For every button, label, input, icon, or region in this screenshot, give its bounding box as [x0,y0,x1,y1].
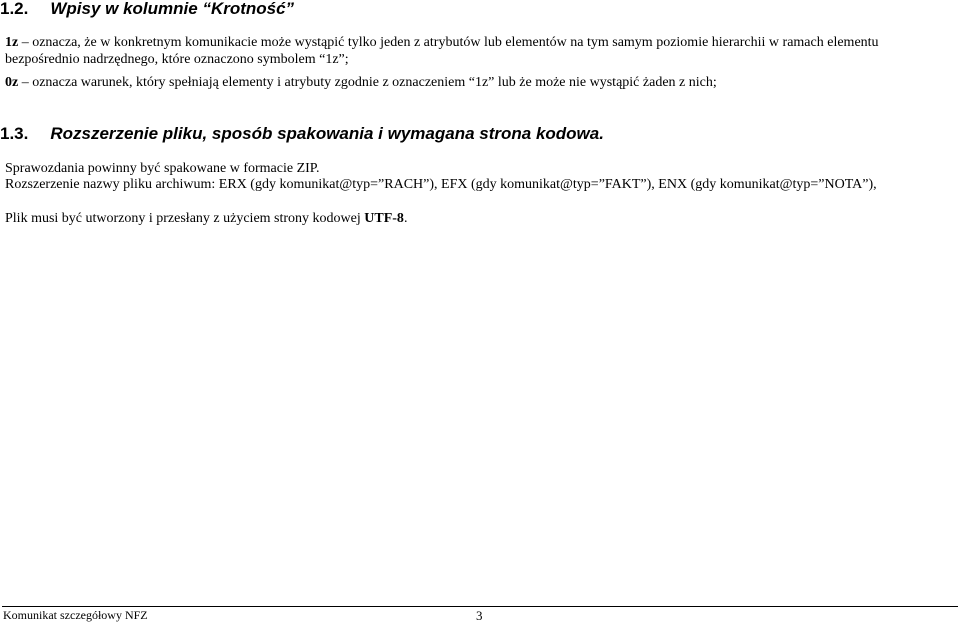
footer-label: Komunikat szczegółowy NFZ [3,608,148,622]
encoding-paragraph [5,210,407,227]
page-number: 3 [476,608,483,623]
zip-format-paragraph: Sprawozdania powinny być spakowane w formacie ZIP. [5,161,320,176]
file-extension-paragraph: Rozszerzenie nazwy pliku archiwum: ERX (gdy komunikat@typ=”RACH”), EFX (gdy komunikat@typ=”FAKT”), ENX (gdy komunikat@typ=”NOTA”), [5,177,877,192]
footer-divider [2,606,958,607]
section-title: Wpisy w kolumnie “Krotność” [50,0,295,18]
definition-text-continued: bezpośrednio nadrzędnego, które oznaczono symbolem “1z”; [5,52,349,67]
section-number: 1.2. [0,0,29,18]
section-title: Rozszerzenie pliku, sposób spakowania i wymagana strona kodowa. [50,124,604,143]
definition-0z [5,74,717,91]
section-heading-1-2 [0,0,294,17]
encoding-name: UTF-8 [364,211,404,226]
definition-text: – oznacza, że w konkretnym komunikacie może wystąpić tylko jeden z atrybutów lub elementów na tym samym poziomie hierarchii w ramach elementu [18,35,879,50]
definition-text: – oznacza warunek, który spełniają elementy i atrybuty zgodnie z oznaczeniem “1z” lub że może nie wystąpić żaden z nich; [18,75,717,90]
definition-1z [5,34,879,68]
encoding-text: Plik musi być utworzony i przesłany z użyciem strony kodowej [5,211,365,226]
section-number: 1.3. [0,124,29,143]
definition-term: 1z [5,35,19,50]
definition-term: 0z [5,75,19,90]
encoding-end: . [403,211,408,226]
section-heading-1-3 [0,125,604,142]
